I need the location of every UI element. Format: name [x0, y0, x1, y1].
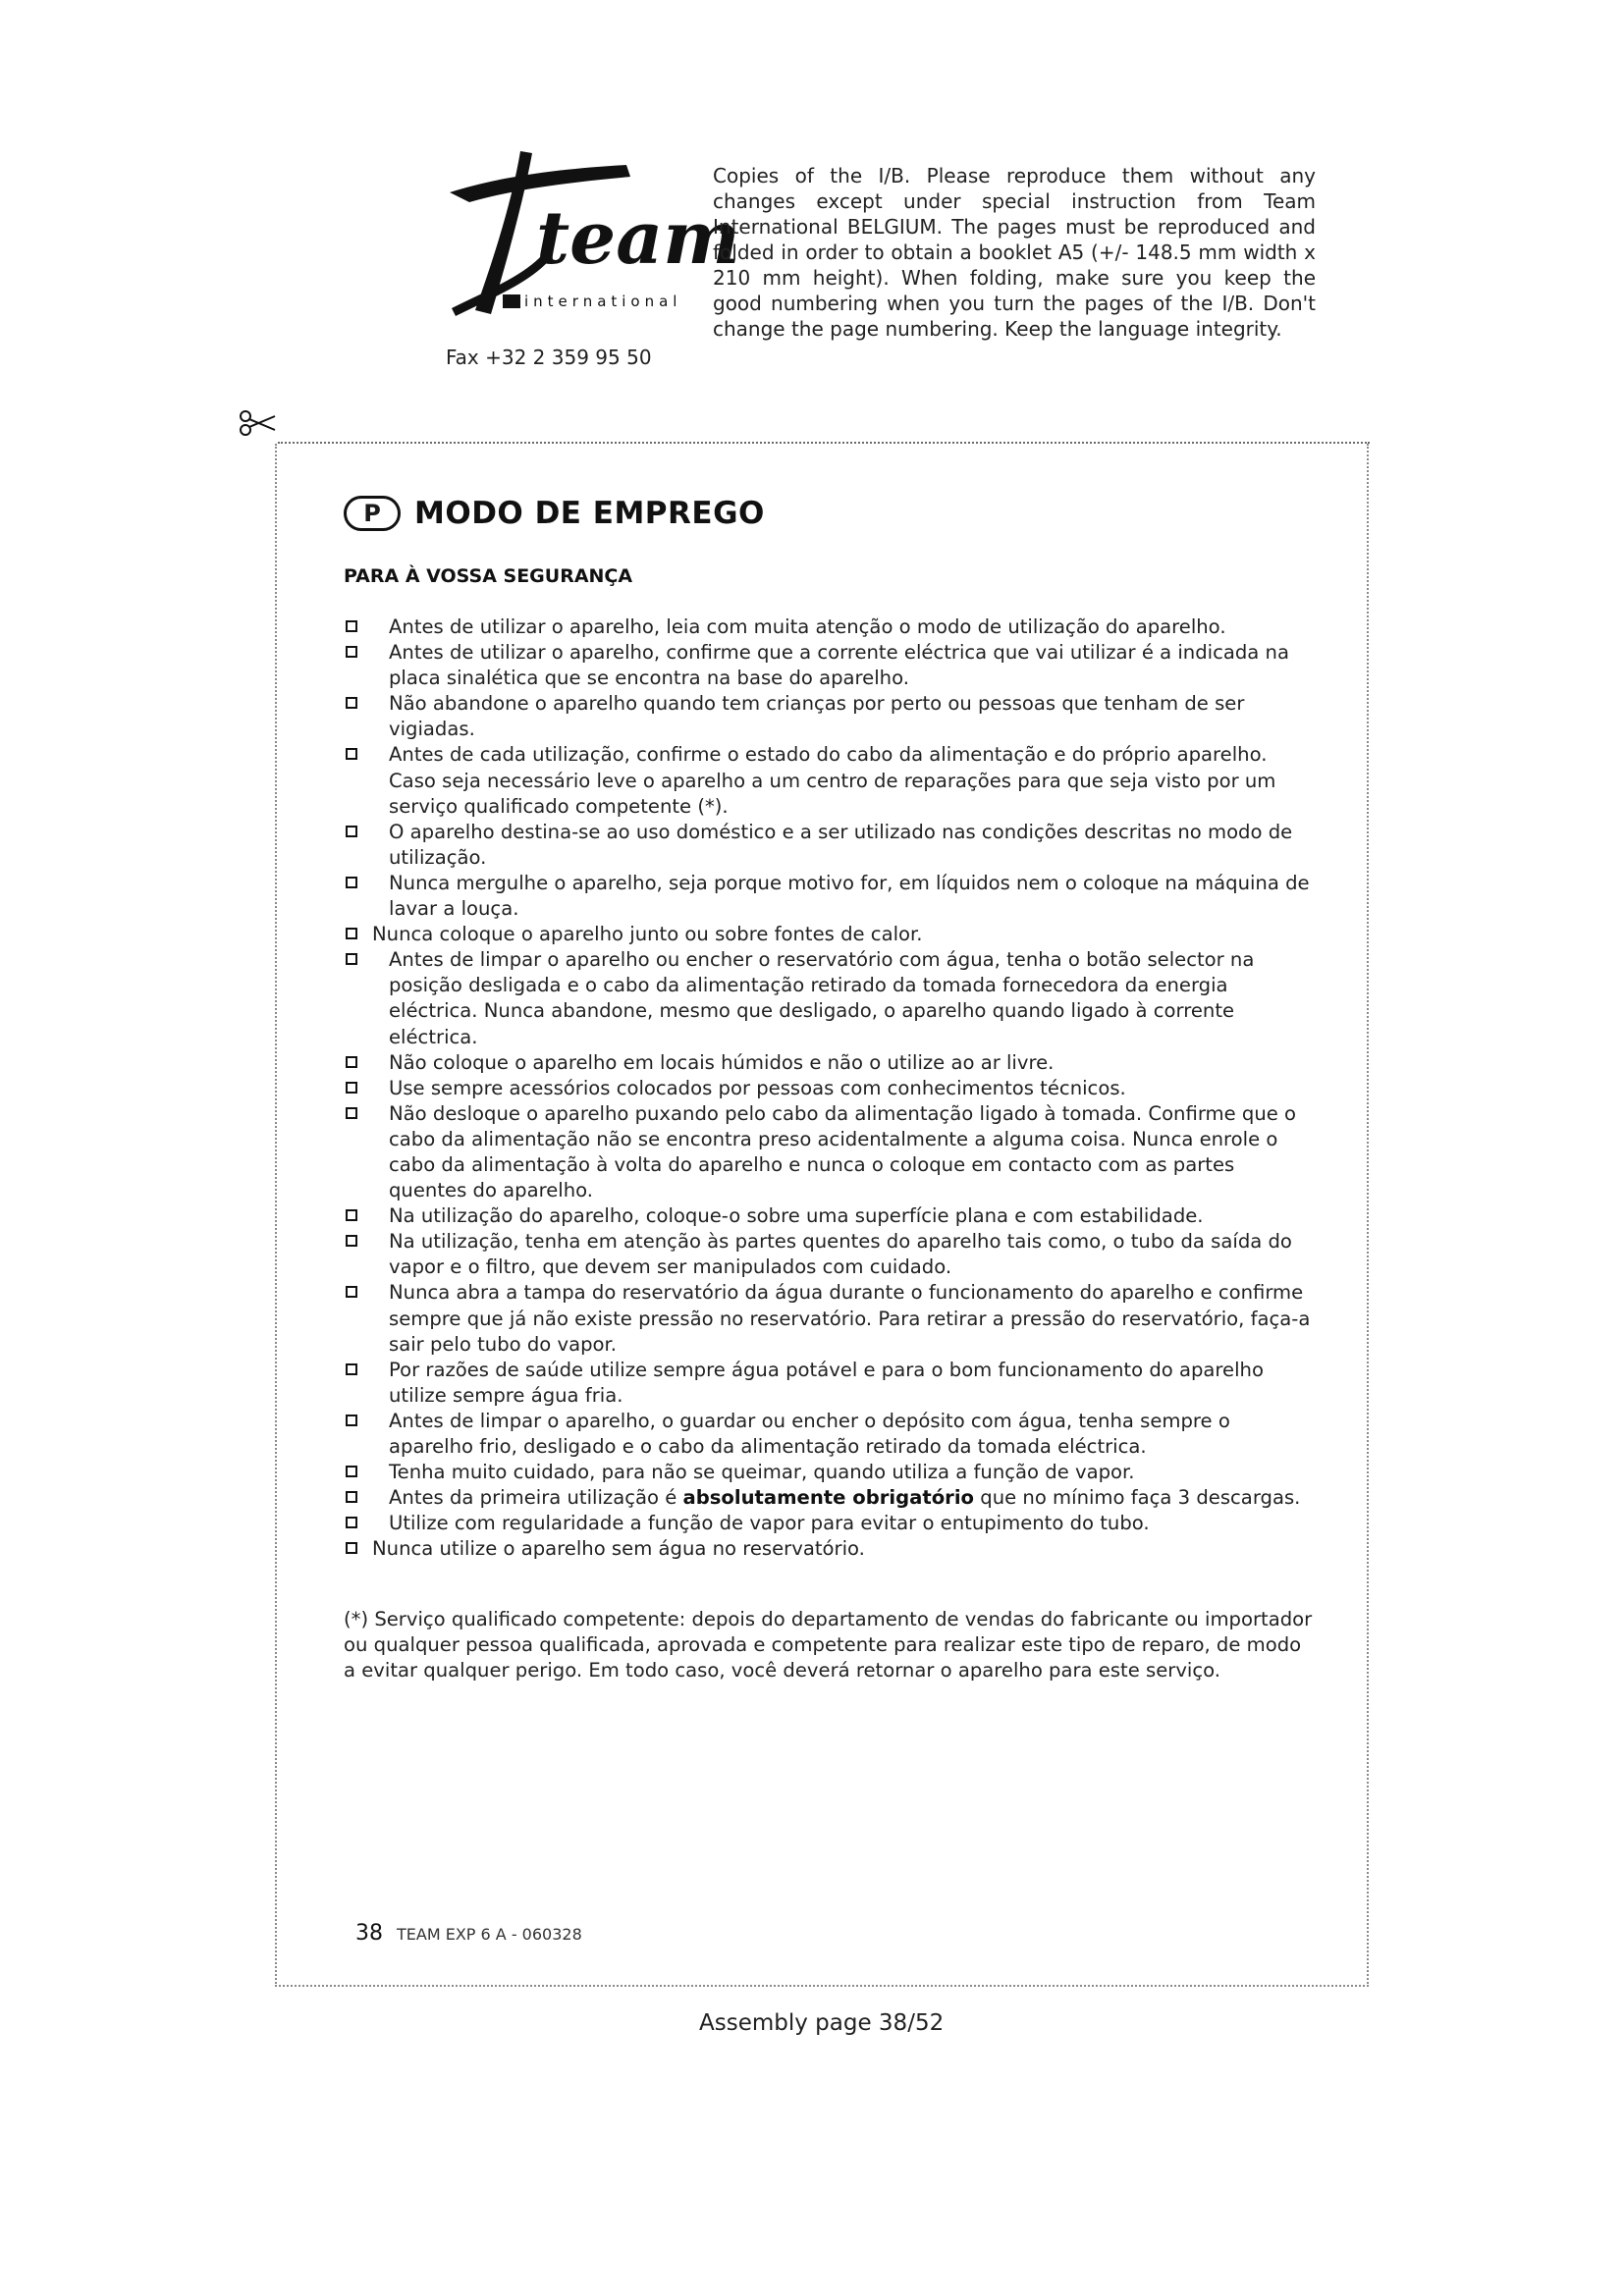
list-item [344, 1536, 1316, 1562]
rule-text: Não desloque o aparelho puxando pelo cabo da alimentação ligado à tomada. Confirme que o cabo da alimentação não se encontra preso acidentalmente a alguma coisa. Nunca enrole o cabo da alimentação à volta do aparelho e nunca o coloque em contacto com as partes quentes do aparelho. [389, 1101, 1297, 1202]
list-item [344, 742, 1316, 819]
list-item [344, 871, 1316, 922]
checkbox-bullet-icon [346, 953, 357, 965]
list-item [344, 1229, 1316, 1280]
page-footer [355, 1921, 582, 1946]
rule-text: Na utilização do aparelho, coloque-o sobre uma superfície plana e com estabilidade. [389, 1204, 1204, 1228]
rule-text: Na utilização, tenha em atenção às partes quentes do aparelho tais como, o tubo da saída do vapor e o filtro, que devem ser manipulados com cuidado. [389, 1230, 1292, 1279]
section-heading [344, 496, 765, 531]
checkbox-bullet-icon [346, 1235, 357, 1247]
checkbox-bullet-icon [346, 697, 357, 709]
checkbox-bullet-icon [346, 620, 357, 632]
rule-text: Antes de utilizar o aparelho, confirme que a corrente eléctrica que vai utilizar é a indicada na placa sinalética que se encontra na base do aparelho. [389, 641, 1289, 690]
page-number: 38 [355, 1921, 383, 1946]
checkbox-bullet-icon [346, 646, 357, 658]
footnote: (*) Serviço qualificado competente: depois do departamento de vendas do fabricante ou importador ou qualquer pessoa qualificada, aprovada e competente para realizar este tipo de reparo, de modo a evitar qualquer perigo. Em todo caso, você deverá retornar o aparelho para este serviço. [344, 1608, 1313, 1682]
list-item [344, 1358, 1316, 1409]
page-title: MODO DE EMPREGO [414, 496, 765, 531]
list-item [344, 1076, 1316, 1101]
language-badge: P [344, 496, 401, 531]
list-item [344, 691, 1316, 742]
list-item [344, 1280, 1316, 1357]
list-item [344, 922, 1316, 947]
checkbox-bullet-icon [346, 1517, 357, 1528]
rule-text: Por razões de saúde utilize sempre água potável e para o bom funcionamento do aparelho utilize sempre água fria. [389, 1358, 1264, 1407]
fax-number: Fax +32 2 359 95 50 [446, 346, 652, 369]
checkbox-bullet-icon [346, 1209, 357, 1221]
list-item [344, 1101, 1316, 1203]
list-item [344, 614, 1316, 640]
document-reference: TEAM EXP 6 A - 060328 [397, 1925, 582, 1944]
list-item [344, 1050, 1316, 1076]
rule-text: Não abandone o aparelho quando tem crianças por perto ou pessoas que tenham de ser vigiadas. [389, 692, 1245, 741]
checkbox-bullet-icon [346, 826, 357, 837]
rule-text: Tenha muito cuidado, para não se queimar, quando utiliza a função de vapor. [389, 1461, 1135, 1484]
rule-text: Antes de cada utilização, confirme o estado do cabo da alimentação e do próprio aparelho. Caso seja necessário leve o aparelho a um centro de reparações para que seja visto por um serviço qualificado competente (*). [389, 743, 1276, 818]
checkbox-bullet-icon [346, 1107, 357, 1119]
list-item [344, 1485, 1316, 1511]
checkbox-bullet-icon [346, 748, 357, 760]
team-international-logo [430, 147, 740, 334]
checkbox-bullet-icon [346, 1056, 357, 1068]
list-item [344, 1460, 1316, 1485]
checkbox-bullet-icon [346, 877, 357, 888]
rule-text: Nunca coloque o aparelho junto ou sobre fontes de calor. [372, 923, 923, 946]
list-item [344, 820, 1316, 871]
rule-text-before: Antes da primeira utilização é [389, 1486, 683, 1510]
list-item [344, 1511, 1316, 1536]
rule-text: Use sempre acessórios colocados por pessoas com conhecimentos técnicos. [389, 1076, 1126, 1099]
logo-wordmark: team [536, 196, 740, 281]
rule-text: Nunca abra a tampa do reservatório da água durante o funcionamento do aparelho e confirme sempre que já não existe pressão no reservatório. Para retirar a pressão do reservatório, faça-a sair pelo tubo do vapor. [389, 1281, 1311, 1356]
logo-subtitle: international [524, 293, 682, 310]
list-item [344, 1409, 1316, 1460]
rule-text-emphasis: absolutamente obrigatório [682, 1486, 975, 1510]
rule-text: Nunca mergulhe o aparelho, seja porque motivo for, em líquidos nem o coloque na máquina de lavar a louça. [389, 871, 1310, 921]
checkbox-bullet-icon [346, 928, 357, 939]
checkbox-bullet-icon [346, 1466, 357, 1477]
checkbox-bullet-icon [346, 1286, 357, 1298]
list-item [344, 947, 1316, 1049]
rule-text: Antes de limpar o aparelho ou encher o reservatório com água, tenha o botão selector na posição desligada e o cabo da alimentação retirado da tomada fornecedora da energia eléctrica. Nunca abandone, mesmo que desligado, o aparelho quando ligado à corrente eléctrica. [389, 948, 1255, 1048]
assembly-page-label: Assembly page 38/52 [699, 2010, 945, 2036]
checkbox-bullet-icon [346, 1363, 357, 1375]
rule-text-after: que no mínimo faça 3 descargas. [974, 1486, 1301, 1510]
list-item [344, 1203, 1316, 1229]
rule-text: Nunca utilize o aparelho sem água no reservatório. [372, 1537, 865, 1561]
scissors-icon [238, 408, 277, 438]
rule-text: Antes de utilizar o aparelho, leia com muita atenção o modo de utilização do aparelho. [389, 615, 1226, 638]
rule-text: Utilize com regularidade a função de vapor para evitar o entupimento do tubo. [389, 1512, 1150, 1535]
rule-text: O aparelho destina-se ao uso doméstico e a ser utilizado nas condições descritas no modo de utilização. [389, 820, 1293, 869]
list-item [344, 640, 1316, 691]
safety-subtitle: PARA À VOSSA SEGURANÇA [344, 565, 633, 587]
checkbox-bullet-icon [346, 1415, 357, 1426]
safety-rules-list [344, 614, 1316, 1562]
checkbox-bullet-icon [346, 1082, 357, 1094]
rule-text: Não coloque o aparelho em locais húmidos e não o utilize ao ar livre. [389, 1050, 1055, 1074]
copies-instruction: Copies of the I/B. Please reproduce them without any changes except under special instruction from Team International BELGIUM. The pages must be reproduced and folded in order to obtain a booklet A5 (+/- 148.5 mm width x 210 mm height). When folding, make sure you keep the good numbering when you turn the pages of the I/B. Don't change the page numbering. Keep the language integrity. [713, 164, 1316, 341]
rule-text: Antes de limpar o aparelho, o guardar ou encher o depósito com água, tenha sempre o aparelho frio, desligado e o cabo da alimentação retirado da tomada eléctrica. [389, 1409, 1230, 1458]
checkbox-bullet-icon [346, 1542, 357, 1554]
checkbox-bullet-icon [346, 1491, 357, 1503]
